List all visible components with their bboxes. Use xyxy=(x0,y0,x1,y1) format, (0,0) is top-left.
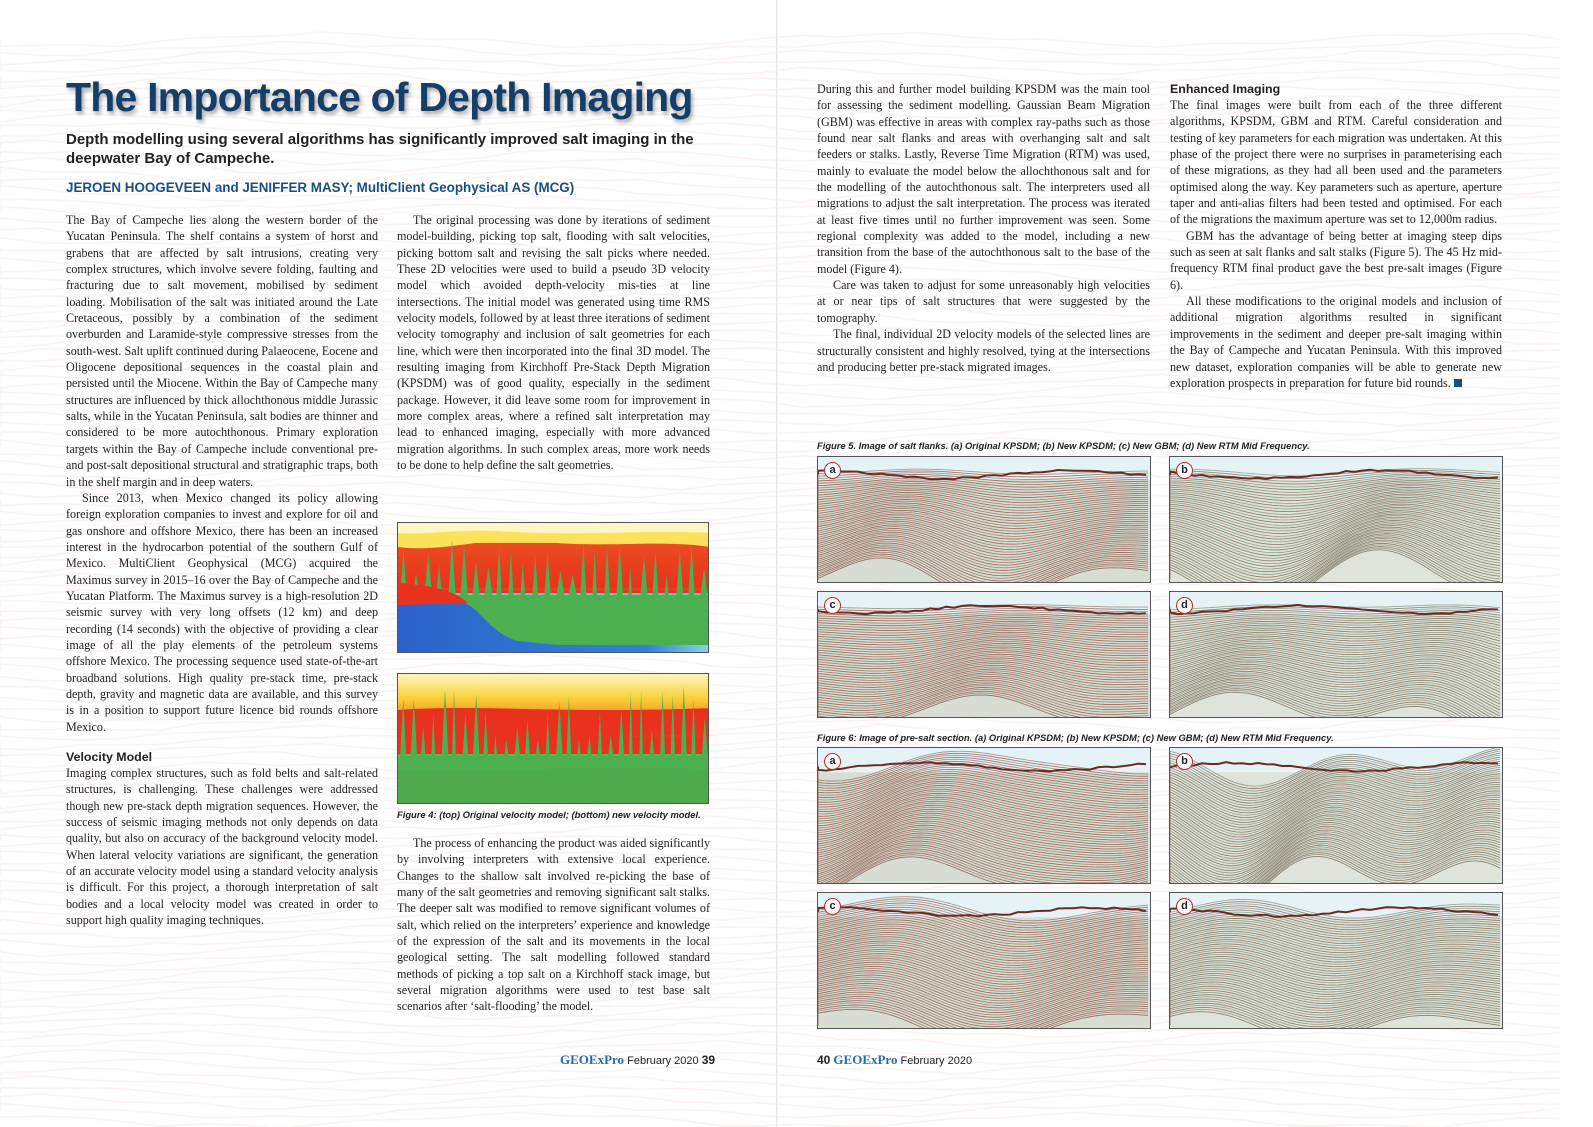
figure6-label-b: b xyxy=(1176,753,1193,770)
column-1 xyxy=(66,212,378,928)
enhanced-imaging-heading: Enhanced Imaging xyxy=(1170,82,1281,96)
footer-right xyxy=(817,1052,972,1068)
column-2-lower xyxy=(397,835,710,1015)
figure5-label-b: b xyxy=(1176,462,1193,479)
seismic-image xyxy=(818,893,1150,1028)
figure6-panel-d xyxy=(1169,892,1503,1029)
col1-paragraph-3: Imaging complex structures, such as fold belts and salt-related structures, is challenging. These challenges were addressed though new pre-stack depth migration sequences. However, the success of seismic imaging methods not only depends on data quality, but also on accuracy of the background velocity model. When lateral velocity variations are significant, the generation of an accurate velocity model using a standard velocity analysis is difficult. For this project, a thorough interpretation of salt bodies and a local velocity model was created in order to support high quality imaging techniques. xyxy=(66,766,378,928)
seismic-image xyxy=(818,592,1150,717)
figure5-panel-b xyxy=(1169,456,1503,583)
footer-left xyxy=(560,1052,715,1068)
footer-right-brand: GEOExPro xyxy=(833,1052,898,1067)
footer-left-issue: February 2020 xyxy=(627,1055,699,1067)
col3-paragraph-1: During this and further model building KPSDM was the main tool for assessing the sediment modelling. Gaussian Beam Migration (GBM) was effective in areas with complex ray-paths such as those found near salt flanks and areas with overhanging salt and salt feeders or stalks. Lastly, Reverse Time Migration (RTM) was used, mainly to evaluate the model below the allochthonous salt and for the modelling of the autochthonous salt. The interpreters used all migrations to adjust the salt interpretation. The process was iterated at least five times until no further improvement was seen. Some regional complexity was added to the model, including a new transition from the base of the autochthonous salt to the base of the model (Figure 4). xyxy=(817,82,1150,276)
figure5-panel-a xyxy=(817,456,1151,583)
seismic-image xyxy=(1170,592,1502,717)
footer-left-page-number: 39 xyxy=(701,1053,716,1067)
column-2 xyxy=(397,212,710,474)
velocity-model-heading: Velocity Model xyxy=(66,750,153,764)
figure6-panel-c xyxy=(817,892,1151,1029)
figure6-caption: Figure 6: Image of pre-salt section. (a) Original KPSDM; (b) New KPSDM; (c) New GBM; (d) New RTM Mid Frequency. xyxy=(817,732,1334,743)
figure4-caption: Figure 4: (top) Original velocity model; (bottom) new velocity model. xyxy=(397,809,701,820)
column-4 xyxy=(1170,81,1502,391)
col1-paragraph-2: Since 2013, when Mexico changed its policy allowing foreign exploration companies to invest and explore for oil and gas onshore and offshore Mexico, there has been an increased interest in the hydrocarbon potential of the southern Gulf of Mexico. MultiClient Geophysical (MCG) acquired the Maximus survey in 2015–16 over the Bay of Campeche and the Yucatan Platform. The Maximus survey is a high-resolution 2D seismic survey with very long offsets (12 km) and deep recording (14 seconds) with the objective of providing a clear image of all the play elements of the petroleum systems offshore Mexico. The processing sequence used state-of-the-art broadband solutions. High quality pre-stack time, pre-stack depth, gravity and magnetic data are available, and this survey is in a position to support future licence bid rounds offshore Mexico. xyxy=(66,490,378,734)
seismic-image xyxy=(1170,457,1502,582)
article-title: The Importance of Depth Imaging xyxy=(66,74,693,120)
figure4-new-velocity-model xyxy=(397,673,709,804)
col3-paragraph-3: The final, individual 2D velocity models of the selected lines are structurally consistent and highly resolved, tying at the intersections and producing better pre-stack migrated images. xyxy=(817,327,1150,374)
figure5-label-a: a xyxy=(824,462,841,479)
figure6-label-a: a xyxy=(824,753,841,770)
column-3 xyxy=(817,81,1150,375)
figure6-label-c: c xyxy=(824,898,841,915)
page-spine xyxy=(776,0,778,1127)
article-byline: JEROEN HOOGEVEEN and JENIFFER MASY; MultiClient Geophysical AS (MCG) xyxy=(66,180,575,195)
seismic-image xyxy=(1170,748,1502,883)
figure5-label-d: d xyxy=(1176,597,1193,614)
figure6-panel-b xyxy=(1169,747,1503,884)
footer-right-page-number: 40 xyxy=(817,1053,831,1067)
figure6-panel-a xyxy=(817,747,1151,884)
col3-paragraph-2: Care was taken to adjust for some unreasonably high velocities at or near tips of salt structures that were suggested by the tomography. xyxy=(817,278,1150,325)
seismic-image xyxy=(1170,893,1502,1028)
col2-paragraph-2: The process of enhancing the product was aided significantly by involving interpreters with extensive local experience. Changes to the shallow salt involved re-picking the base of many of the salt geometries and removing significant salt stalks. The deeper salt was modified to remove significant volumes of salt, which relied on the interpreters’ experience and knowledge of the expression of the salt and its movements in the local geological setting. The salt modelling followed standard methods of picking a top salt on a Kirchhoff stack image, but several migration algorithms were used to test base salt scenarios after ‘salt-flooding’ the model. xyxy=(397,836,710,1014)
figure5-panel-d xyxy=(1169,591,1503,718)
seismic-image xyxy=(818,457,1150,582)
footer-right-issue: February 2020 xyxy=(900,1055,973,1067)
col4-paragraph-2: GBM has the advantage of being better at imaging steep dips such as seen at salt flanks and salt stalks (Figure 5). The 45 Hz mid-frequency RTM final product gave the best pre-salt images (Figure 6). xyxy=(1170,228,1502,292)
figure5-label-c: c xyxy=(824,597,841,614)
end-of-article-mark xyxy=(1454,379,1462,387)
footer-left-brand: GEOExPro xyxy=(560,1052,625,1067)
col2-paragraph-1: The original processing was done by iterations of sediment model-building, picking top salt, flooding with salt velocities, picking bottom salt and revising the salt picks where needed. These 2D velocities were used to build a pseudo 3D velocity model which avoided depth-velocity mis-ties at line intersections. The initial model was generated using time RMS velocity models, followed by at least three iterations of sediment velocity tomography and inclusion of salt geometries for each line, which were then incorporated into the final 3D model. The resulting imaging from Kirchhoff Pre-Stack Depth Migration (KPSDM) was of good quality, especially in the sediment package. However, it did leave some room for improvement in more complex areas, where a refined salt interpretation may lead to enhanced imaging, especially with more advanced migration algorithms. In such complex areas, more work needs to be done to help define the salt geometries. xyxy=(397,213,711,473)
figure4-original-velocity-model xyxy=(397,522,709,653)
seismic-image xyxy=(818,748,1150,883)
col4-paragraph-3 xyxy=(1170,293,1502,391)
figure5-caption: Figure 5. Image of salt flanks. (a) Original KPSDM; (b) New KPSDM; (c) New GBM; (d) New RTM Mid Frequency. xyxy=(817,440,1310,451)
col4-paragraph-3-text: All these modifications to the original models and inclusion of additional migration algorithms resulted in significant improvements in the sediment and deeper pre-salt imaging within the Bay of Campeche and Yucatan Peninsula. With this improved new dataset, exploration companies will be able to generate new exploration prospects in preparation for future bid rounds. xyxy=(1170,294,1502,390)
figure6-label-d: d xyxy=(1176,898,1193,915)
col1-paragraph-1: The Bay of Campeche lies along the western border of the Yucatan Peninsula. The shelf contains a system of horst and grabens that are affected by salt intrusions, creating very complex structures, which involve severe folding, faulting and fracturing due to salt movement, mobilised by sediment loading. Mobilisation of the salt was initiated around the Late Cretaceous, possibly by a combination of the sediment overburden and Laramide-style compressive stresses from the south-west. Salt uplift continued during Palaeocene, Eocene and Oligocene depositional sequences in the coastal plain and persisted until the Miocene. Within the Bay of Campeche many structures are influenced by thick allochthonous middle Jurassic salts, while in the Yucatan Peninsula, salt bodies are thinner and considered to be more autochthonous. Primary exploration targets within the Bay of Campeche include conventional pre- and post-salt depositional structural and stratigraphic traps, both in the shelf margin and in deep waters. xyxy=(66,213,378,489)
col4-paragraph-1: The final images were built from each of the three different algorithms, KPSDM, GBM and RTM. Careful consideration and testing of key parameters for each migration was undertaken. At this phase of the project there were no surprises in parameterising each of these migrations, as they had all been used and the parameters optimised along the way. Key parameters such as aperture, aperture taper and anti-alias filters had been tested and optimised. For each of the migrations the maximum aperture was set to 12,000m radius. xyxy=(1170,98,1502,227)
figure5-panel-c xyxy=(817,591,1151,718)
article-deck: Depth modelling using several algorithms has significantly improved salt imaging in the deepwater Bay of Campeche. xyxy=(66,131,694,167)
